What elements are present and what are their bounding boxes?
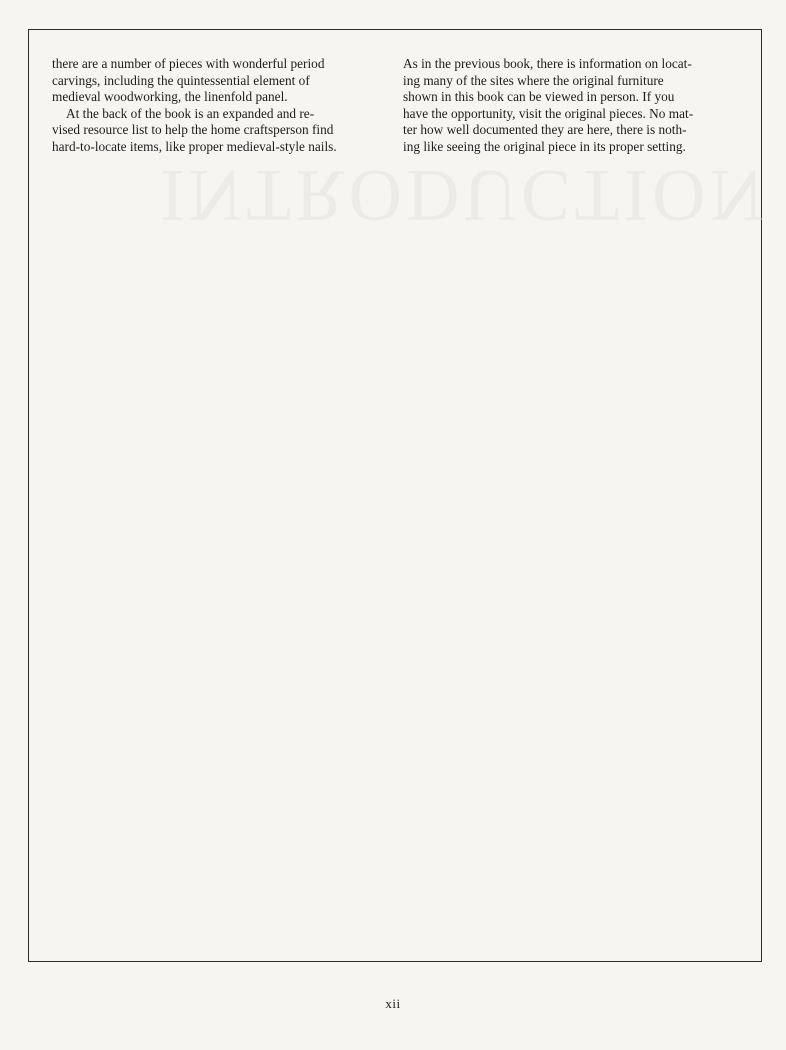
left-column (52, 56, 370, 155)
text-line: ing many of the sites where the original furniture (403, 72, 664, 88)
left-paragraph-1 (52, 56, 370, 106)
text-line: there are a number of pieces with wonderful period (52, 56, 325, 71)
text-line: medieval woodworking, the linenfold panel. (52, 89, 288, 104)
right-paragraph-1 (403, 56, 729, 155)
page-number: xii (385, 996, 401, 1011)
show-through-heading: INTRODUCTION (160, 154, 768, 236)
text-line: vised resource list to help the home craftsperson find (52, 122, 334, 137)
text-line: ing like seeing the original piece in its proper setting. (403, 138, 686, 154)
text-line: As in the previous book, there is information on locat- (403, 56, 692, 71)
text-line: shown in this book can be viewed in person. If you (403, 89, 675, 104)
text-line: have the opportunity, visit the original pieces. No mat- (403, 105, 694, 121)
text-line: carvings, including the quintessential element of (52, 72, 310, 88)
left-paragraph-2 (52, 106, 370, 156)
text-line: hard-to-locate items, like proper medieval-style nails. (52, 138, 337, 154)
right-column (403, 56, 729, 155)
text-line: ter how well documented they are here, there is noth- (403, 122, 687, 137)
text-line: At the back of the book is an expanded and re- (66, 105, 315, 121)
